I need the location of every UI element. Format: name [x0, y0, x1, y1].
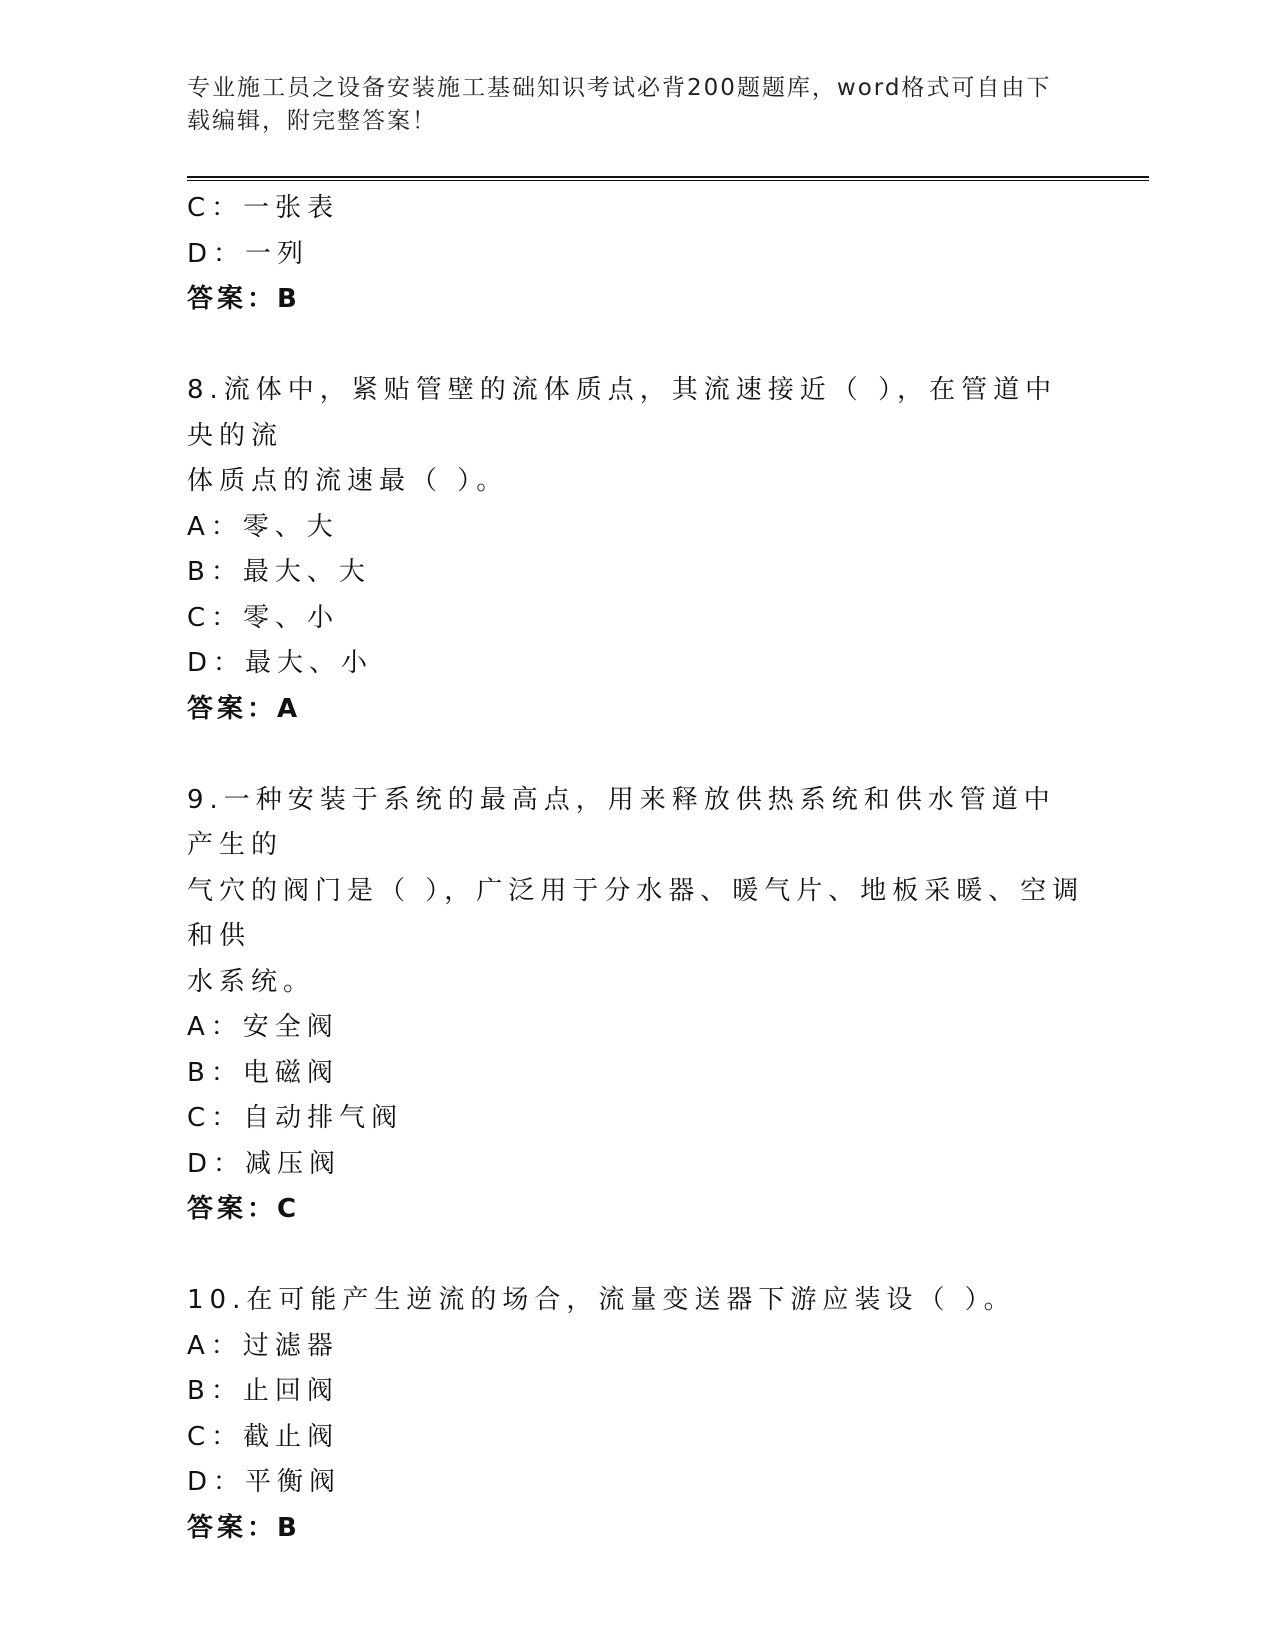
question-9 — [187, 778, 1087, 1233]
option-d: D：一列 — [187, 238, 310, 269]
question-text: 体质点的流速最（ ）。 — [187, 466, 509, 496]
option-b: B：止回阀 — [187, 1376, 339, 1406]
question-text: 8.流体中，紧贴管壁的流体质点，其流速接近（ ），在管道中央的流 — [187, 375, 1058, 451]
option-a: A：零、大 — [187, 511, 339, 542]
question-text: 水系统。 — [187, 966, 316, 997]
previous-question-tail — [187, 186, 1087, 323]
page-header: 专业施工员之设备安装施工基础知识考试必背200题题库，word格式可自由下载编辑，附完整答案！ — [187, 75, 1052, 134]
option-c: C：一张表 — [187, 193, 340, 223]
answer-line: 答案：B — [187, 284, 301, 314]
option-b: B：最大、大 — [187, 557, 371, 587]
question-8 — [187, 368, 1087, 732]
option-d: D：最大、小 — [187, 648, 374, 678]
answer-line: 答案：C — [187, 1194, 301, 1224]
question-text: 气穴的阀门是（ ），广泛用于分水器、暖气片、地板采暖、空调和供 — [187, 875, 1085, 951]
option-c: C：截止阀 — [187, 1421, 340, 1452]
option-c: C：零、小 — [187, 602, 340, 633]
question-content — [187, 186, 1087, 1551]
option-d: D：减压阀 — [187, 1148, 342, 1179]
option-c: C：自动排气阀 — [187, 1103, 404, 1133]
answer-line: 答案：A — [187, 693, 302, 724]
header-divider — [187, 176, 1149, 181]
option-a: A：安全阀 — [187, 1012, 339, 1042]
question-text: 10.在可能产生逆流的场合，流量变送器下游应装设（ ）。 — [187, 1285, 1016, 1315]
option-d: D：平衡阀 — [187, 1467, 342, 1497]
option-b: B：电磁阀 — [187, 1057, 339, 1088]
option-a: A：过滤器 — [187, 1330, 339, 1361]
question-10 — [187, 1278, 1087, 1551]
answer-line: 答案：B — [187, 1512, 301, 1543]
question-text: 9.一种安装于系统的最高点，用来释放供热系统和供水管道中产生的 — [187, 784, 1056, 860]
